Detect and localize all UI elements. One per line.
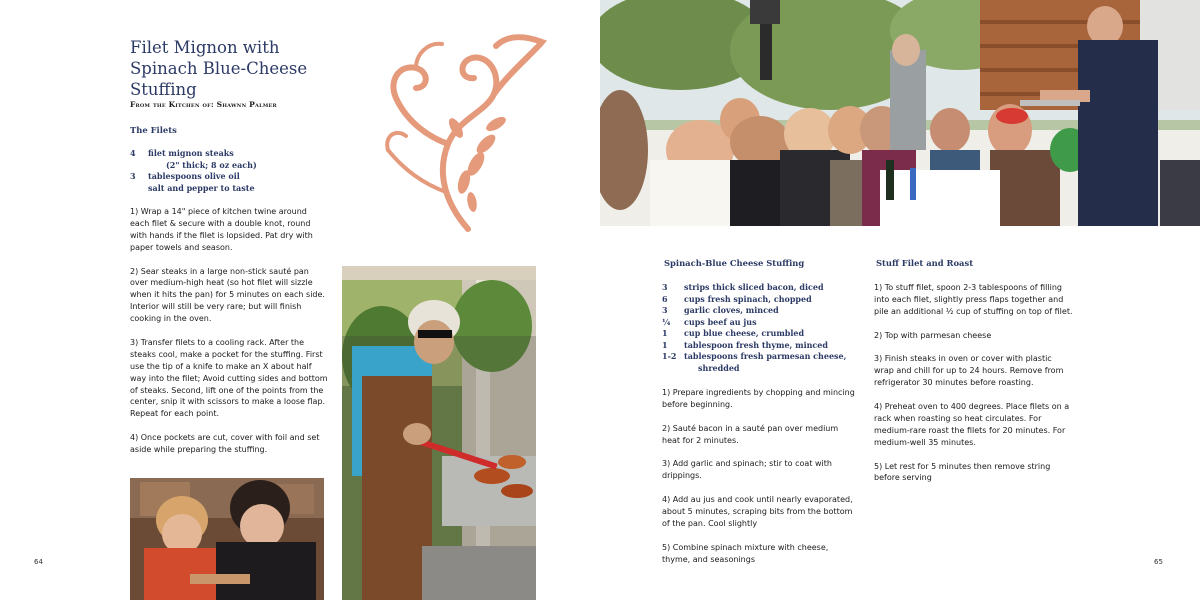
- ingredient-qty: 6: [662, 293, 668, 304]
- kitchen-photo: [130, 478, 324, 600]
- page-number: 64: [34, 558, 43, 566]
- ingredient-row: [662, 294, 892, 306]
- ingredient-qty: ¼: [662, 316, 671, 327]
- ingredient-row: [662, 340, 892, 352]
- ingredient-row: [662, 351, 892, 363]
- ingredient-row: [662, 282, 892, 294]
- ingredient-qty: [130, 183, 148, 195]
- ingredient-name: cup blue cheese, crumbled: [684, 328, 805, 338]
- filets-ingredient-list: [130, 148, 350, 194]
- ingredient-row: [130, 183, 350, 195]
- recipe-byline: From the Kitchen of: Shawnn Palmer: [130, 100, 277, 109]
- filets-heading: The Filets: [130, 125, 177, 135]
- ingredient-row: [130, 160, 350, 172]
- page-number: 65: [1154, 558, 1163, 566]
- step-paragraph: 4) Preheat oven to 400 degrees. Place filets on a rack when roasting so heat circulates. For medium-rare roast the filets for 20 minutes. For medium-well 35 minutes.: [874, 402, 1070, 447]
- stuffing-ingredient-list: [662, 282, 892, 374]
- grilling-photo: [342, 266, 536, 600]
- ingredient-qty: 4: [130, 148, 136, 158]
- ingredient-name: filet mignon steaks: [148, 148, 234, 158]
- ingredient-qty: 1: [662, 339, 668, 350]
- step-paragraph: 1) Prepare ingredients by chopping and mincing before beginning.: [662, 388, 855, 409]
- step-paragraph: 5) Let rest for 5 minutes then remove string before serving: [874, 461, 1051, 483]
- step-paragraph: 2) Sear steaks in a large non-stick sauté pan over medium-high heat (so hot filet will sizzle when it hits the pan) for 5 minutes on each side. Interior will still be very rare; but will finish cooking in the oven.: [130, 266, 325, 324]
- ingredient-qty: 3: [662, 305, 668, 315]
- stuffing-steps: [662, 387, 858, 577]
- title-line: Filet Mignon with: [130, 38, 280, 57]
- step-paragraph: 4) Once pockets are cut, cover with foil and set aside while preparing the stuffing.: [130, 433, 320, 455]
- ingredient-row: [662, 317, 892, 329]
- step-paragraph: 1) Wrap a 14" piece of kitchen twine around each filet & secure with a double knot, round with hands if the filet is lopsided. Pat dry with paper towels and season.: [130, 207, 313, 252]
- flourish-ornament: [376, 24, 548, 234]
- ingredient-row: [662, 305, 892, 317]
- ingredient-row: [130, 148, 350, 160]
- step-paragraph: 4) Add au jus and cook until nearly evaporated, about 5 minutes, scraping bits from the bottom of the pan. Cool slightly: [662, 495, 853, 528]
- step-paragraph: 3) Finish steaks in oven or cover with plastic wrap and chill for up to 24 hours. Remove from refrigerator 30 minutes before roasting.: [874, 354, 1064, 388]
- ingredient-row: [662, 363, 892, 375]
- gathering-photo: [600, 0, 1200, 226]
- title-line: Stuffing: [130, 80, 197, 99]
- ingredient-name: shredded: [698, 362, 740, 373]
- step-paragraph: 2) Top with parmesan cheese: [874, 330, 992, 340]
- ingredient-name: tablespoon fresh thyme, minced: [684, 339, 828, 350]
- ingredient-name: garlic cloves, minced: [684, 305, 779, 315]
- ingredient-name: salt and pepper to taste: [148, 182, 255, 193]
- recipe-title: [130, 37, 360, 100]
- step-paragraph: 3) Transfer filets to a cooling rack. After the steaks cool, make a pocket for the stuffing. First use the tip of a knife to make an X about half way into the filet; Avoid cutting sides and bottom of steaks. Second, lift one of the points from the center, snip it with scissors to make a loose flap. Repeat for each point.: [130, 337, 328, 419]
- ingredient-name: (2" thick; 8 oz each): [166, 159, 257, 170]
- ingredient-row: [662, 328, 892, 340]
- ingredient-row: [130, 171, 350, 183]
- ingredient-name: tablespoons olive oil: [148, 171, 240, 181]
- ingredient-name: cups beef au jus: [684, 316, 757, 327]
- step-paragraph: 1) To stuff filet, spoon 2-3 tablespoons of filling into each filet, slightly press flaps together and pile an additional ½ cup of stuffing on top of filet.: [874, 283, 1073, 316]
- ingredient-qty: 3: [130, 171, 136, 181]
- ingredient-qty: 1: [662, 328, 668, 338]
- ingredient-qty: 1-2: [662, 351, 677, 361]
- ingredient-name: cups fresh spinach, chopped: [684, 293, 812, 304]
- step-paragraph: 5) Combine spinach mixture with cheese, thyme, and seasonings: [662, 542, 829, 564]
- roast-steps: [874, 282, 1074, 496]
- ingredient-name: strips thick sliced bacon, diced: [684, 282, 824, 292]
- stuffing-heading: Spinach-Blue Cheese Stuffing: [664, 258, 805, 268]
- step-paragraph: 2) Sauté bacon in a sauté pan over medium heat for 2 minutes.: [662, 423, 839, 445]
- filets-steps: [130, 206, 328, 468]
- roast-heading: Stuff Filet and Roast: [876, 258, 974, 268]
- ingredient-name: tablespoons fresh parmesan cheese,: [684, 351, 847, 361]
- ingredient-qty: 3: [662, 282, 668, 292]
- right-page: [600, 0, 1200, 600]
- step-paragraph: 3) Add garlic and spinach; stir to coat with drippings.: [662, 459, 832, 481]
- title-line: Spinach Blue-Cheese: [130, 59, 308, 78]
